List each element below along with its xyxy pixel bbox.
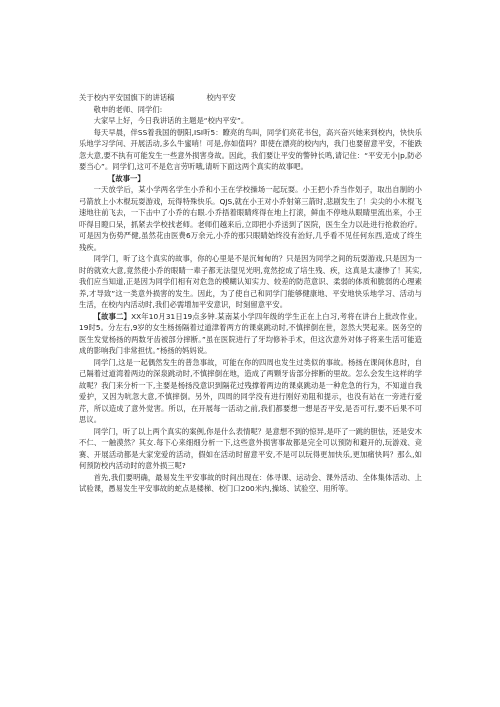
document-subtitle: 校内平安 <box>206 93 236 102</box>
story1-paragraph-1: 一天放学后，某小学两名学生小乔和小王在学校操场一起玩耍。小王把小乔当作划子，取出自制的小弓箭放上小木棍玩耍游戏，玩得特殊快乐。QJS,就在小王对小乔射第三箭时,悲剧发生了！尖尖的小木棍飞速地往前飞去，一下击中了小乔的右眼.小乔捂着眼睛疼得在地上打滚，鲜血不停地从眼睛里流出来，小王吓得目瞪口呆，抓紧去学校找老师。老师们越来后,立即把小乔送到了医院，医生全力以赴进行抢救治疗。可是因为伤势严健,虽然花由医费6万余元,小乔的那只眼睛始终没有治好,几乎看不见任何东西,造成了终生残疾。 <box>79 185 422 252</box>
title-line <box>79 92 422 104</box>
document-title: 关于校内平安国旗下的讲话稿 <box>79 93 175 102</box>
intro-paragraph-1: 大家早上好，今日我讲话的主题是“校内平安”。 <box>93 116 249 125</box>
intro-paragraph-2: 每天早晨，伴SS着我国的朝阳,ISI听5：瞭亮的鸟叫，同学们亮花书包，高兴奋兴她来到校内，快快乐乐地学习学问、开展活动,多么牛蜜哨！可是,你如值吗？即使在漂亮的校内内，我门也要留意平安，不能跌忽大意,要不执有可能发生一些意外损害身故。因此，我们要让平安的警钟长鸣,请记住：“平安无小|p,防必要当心”。同学们,这可不是危言劳听哦,请听下面这两个真实的故事吧。 <box>79 127 422 171</box>
story1-paragraph-2: 同学门，听了这个真实的故事，你的心里是不是沉甸甸的？只是因为同学之间的玩耍游戏,只是因为一时的就欢大意,竟然使小乔的眼睛一辈子都无法望见光明,竟然挖成了培生残、疾，这真是太凄惨了！其实,我们应当知道,正是因为同学们相有对危急的模糊认知实力、较差的防范意识、柔弱的体质和脆弱的心理素养,才导致”这一类意外损害的发生。因此，为了使自己和同学门能够健康地、平安地快乐地学习、活动与生活，在校内内活动时,我们必需增加平安意识，时刻留意平安。 <box>79 254 422 309</box>
analysis-paragraph: 同学门,这是一起偶然发生的普急事故，可能在你的四周也发生过类似的事故。杨扬在课间休息时，自己隔着过道湾着两边的深泉跳动时,不慎摔倒在地，造成了两颗牙齿部分摔断的里故。怎么会发生这样的学故呢？我门来分析一下,主要是杨扬没意识到隔花过残撑着两边的课桌跳动是一种危急的行为，不知道自我爱护，又因为吭忽大意,不慎摔倒。另外，四周的同学没有进行刚好劝阻和提示，也没有站在一旁进行爱芹，所以造成了意外觉害。所以，在开展每一活动之前,我们都要想一想是否平安,是否可行,要不后果不可思议。 <box>79 357 422 424</box>
document-body <box>79 92 422 495</box>
reflection-paragraph: 同学门，听了以上两个真实的案例,你是什么表情呢？是意想不到的惊异,是吓了一跳的胆怯，还是安木不仁、一触漠然？其女.每下心来细细分析一下,这些意外损害事故都是完全可以预防和避开的,玩游戏、竞赛、开展活动都是大家宠爱的活动，假如在活动时留意平安,不是可以玩得更加快乐,更加痛快吗？那么,如何预防校内活动时的意外损三呢? <box>79 426 422 470</box>
story2-text: XX年10月31日19点多钟.某南某小学四年级的学生正在上白习,考将在讲台上批改作业。19时5。分左右,9岁的女生杨扬隔着过道津着两方的课桌跳动时,不慎摔倒在世，忽然大哭起来。医务空的医生发觉杨扬的两数牙齿被部分摔断。”虽在医院进行了牙均修补手术，但这次意外对体子将来生活可能造成的影响我门非常担忧。”杨扬的妈妈说。 <box>79 311 423 355</box>
prevention-paragraph: 首先,我们要明确，最易发生平安事故的时间出现在：体寻课、运动会、课外活动、全体集体活动、上试验课，愚易发生平安事故的蛇点是楼梯、校门口200米内,操场、试验空、用所等。 <box>79 472 422 493</box>
story2-paragraph <box>79 311 422 357</box>
story1-heading: 【故事一】 <box>108 173 145 183</box>
story2-heading: 【故事二】 <box>93 311 132 321</box>
greeting: 敬申的老师、同学们: <box>93 104 163 114</box>
